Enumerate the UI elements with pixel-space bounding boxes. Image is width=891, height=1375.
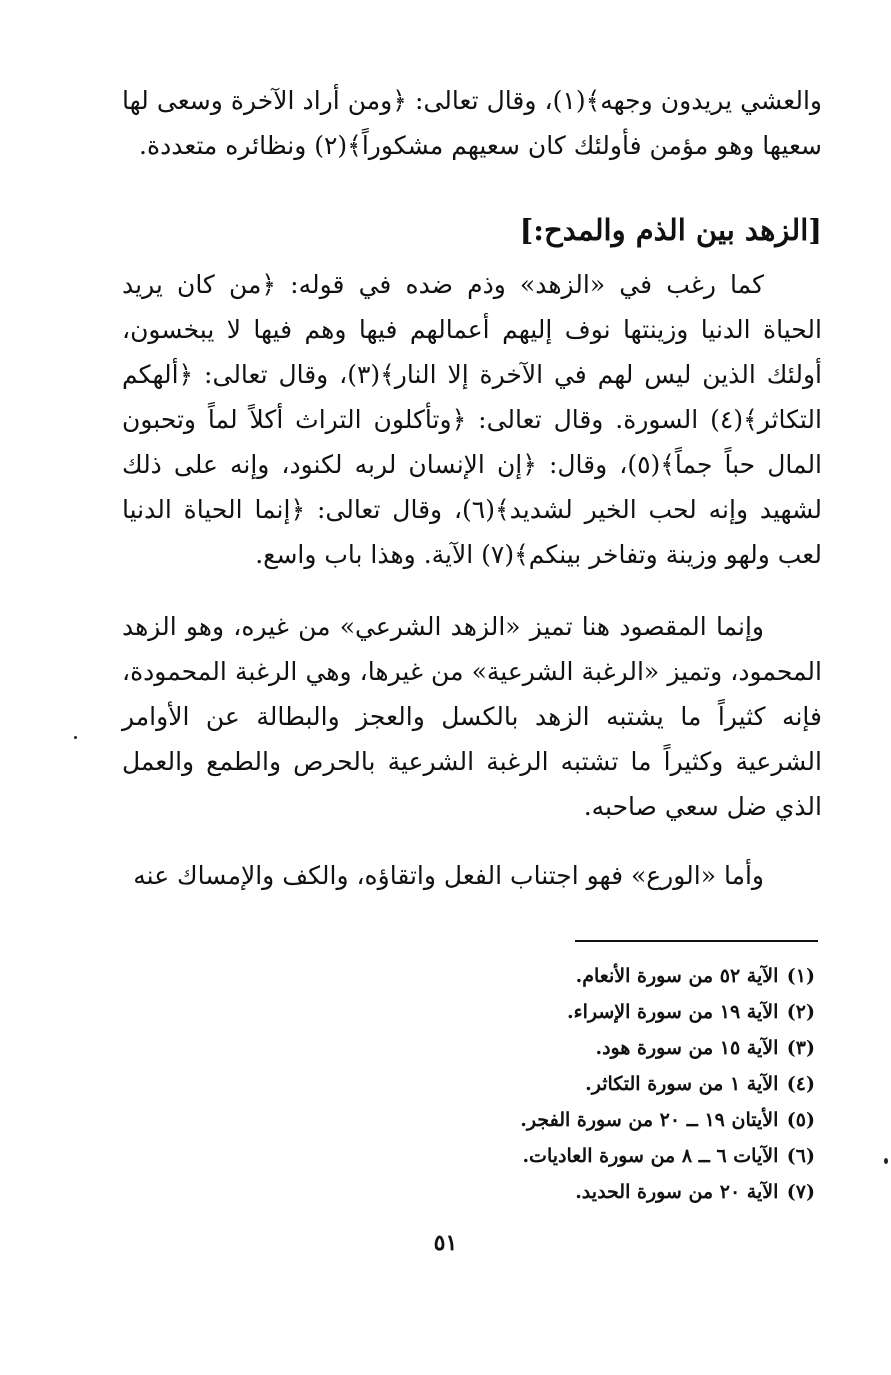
footnote-item (395, 1102, 815, 1138)
section-heading: [الزهد بين الذم والمدح:] (519, 213, 822, 247)
footnote-text: الأيتان ١٩ ــ ٢٠ من سورة الفجر. (520, 1109, 779, 1131)
page-number: ٥١ (433, 1230, 458, 1256)
footnote-text: الآية ١ من سورة التكاثر. (585, 1073, 779, 1095)
footnote-text: الآية ١٥ من سورة هود. (595, 1037, 779, 1059)
footnote-number: (٧) (786, 1181, 815, 1203)
footnote-item (395, 1138, 815, 1174)
paragraph-3: وإنما المقصود هنا تميز «الزهد الشرعي» من غيره، وهو الزهد المحمود، وتميز «الرغبة الشرعية» من غيرها، وهي الرغبة المحمودة، فإنه كثيراً ما يشتبه الزهد بالكسل والعجز والبطالة عن الأوامر الشرعية وكثيراً ما تشتبه الرغبة الشرعية بالحرص والطمع والعمل الذي ضل سعي صاحبه. (122, 612, 822, 821)
footnote-number: (١) (786, 965, 815, 987)
paragraph-block-3 (122, 604, 822, 829)
scan-speck (74, 736, 77, 739)
paragraph-block-4 (122, 853, 822, 898)
footnote-text: الآية ١٩ من سورة الإسراء. (567, 1001, 779, 1023)
footnote-text: الآيات ٦ ــ ٨ من سورة العاديات. (522, 1145, 779, 1167)
footnote-text: الآية ٢٠ من سورة الحديد. (575, 1181, 779, 1203)
paragraph-2: كما رغب في «الزهد» وذم ضده في قوله: ﴿من كان يريد الحياة الدنيا وزينتها نوف إليهم أعمالهم فيها وهم فيها لا يبخسون، أولئك الذين ليس لهم في الآخرة إلا النار﴾(٣)، وقال تعالى: ﴿ألهكم التكاثر﴾(٤) السورة. وقال تعالى: ﴿وتأكلون التراث أكلاً لماً وتحبون المال حباً جماً﴾(٥)، وقال: ﴿إن الإنسان لربه لكنود، وإنه على ذلك لشهيد وإنه لحب الخير لشديد﴾(٦)، وقال تعالى: ﴿إنما الحياة الدنيا لعب ولهو وزينة وتفاخر بينكم﴾(٧) الآية. وهذا باب واسع. (122, 270, 823, 569)
footnote-text: الآية ٥٢ من سورة الأنعام. (575, 965, 779, 987)
paragraph-1: والعشي يريدون وجهه﴾(١)، وقال تعالى: ﴿ومن أراد الآخرة وسعى لها سعيها وهو مؤمن فأولئك كان سعيهم مشكوراً﴾(٢) ونظائره متعددة. (122, 86, 823, 160)
paragraph-block-2 (122, 262, 822, 577)
footnote-item (395, 994, 815, 1030)
footnote-item (395, 1066, 815, 1102)
footnote-item (395, 1174, 815, 1210)
scan-speck (884, 1158, 888, 1164)
footnote-number: (٤) (786, 1073, 815, 1095)
footnote-number: (٢) (786, 1001, 815, 1023)
footnote-separator (575, 940, 818, 942)
footnote-number: (٦) (786, 1145, 815, 1167)
paragraph-continuation (122, 78, 822, 168)
paragraph-4: وأما «الورع» فهو اجتناب الفعل واتقاؤه، والكف والإمساك عنه (133, 861, 764, 890)
footnote-number: (٥) (786, 1109, 815, 1131)
footnote-item (395, 1030, 815, 1066)
footnote-number: (٣) (786, 1037, 815, 1059)
footnotes-list (395, 958, 815, 1210)
footnote-item (395, 958, 815, 994)
